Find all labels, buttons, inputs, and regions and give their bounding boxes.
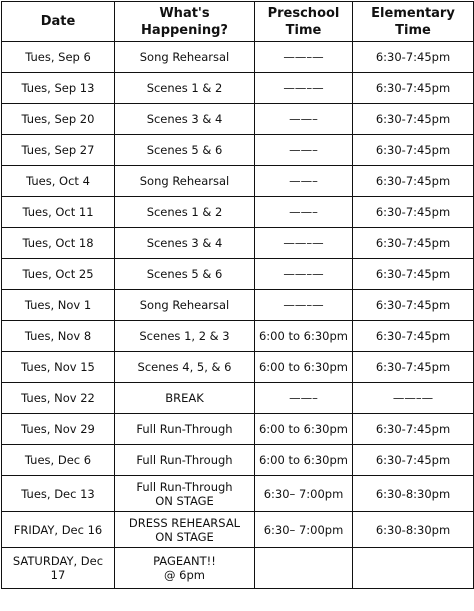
preschool-time-cell: ——– <box>255 166 353 197</box>
table-row <box>2 104 474 135</box>
activity-cell: Full Run-Through <box>115 445 255 476</box>
table-row <box>2 321 474 352</box>
date-cell: Tues, Nov 22 <box>2 383 115 414</box>
date-cell: Tues, Nov 8 <box>2 321 115 352</box>
header-row <box>2 2 474 42</box>
date-cell: Tues, Sep 20 <box>2 104 115 135</box>
schedule-table <box>1 1 474 589</box>
activity-cell: Full Run-Through ON STAGE <box>115 476 255 512</box>
table-row <box>2 512 474 548</box>
date-cell: Tues, Oct 25 <box>2 259 115 290</box>
table-row <box>2 42 474 73</box>
table-row <box>2 290 474 321</box>
header-date: Date <box>2 2 115 42</box>
preschool-time-cell: ——– <box>255 383 353 414</box>
preschool-time-cell: 6:30– 7:00pm <box>255 476 353 512</box>
table-row <box>2 166 474 197</box>
schedule-document <box>1 1 473 609</box>
table-row <box>2 445 474 476</box>
elementary-time-cell: 6:30-7:45pm <box>353 135 474 166</box>
date-cell: Tues, Nov 15 <box>2 352 115 383</box>
date-cell: Tues, Dec 6 <box>2 445 115 476</box>
elementary-time-cell: 6:30-7:45pm <box>353 197 474 228</box>
preschool-time-cell: ——–— <box>255 259 353 290</box>
preschool-time-cell: 6:00 to 6:30pm <box>255 414 353 445</box>
activity-cell: Song Rehearsal <box>115 290 255 321</box>
header-elementary-time-text: Elementary Time <box>371 5 455 38</box>
elementary-time-cell: 6:30-8:30pm <box>353 512 474 548</box>
preschool-time-cell: 6:00 to 6:30pm <box>255 321 353 352</box>
elementary-time-cell: 6:30-8:30pm <box>353 476 474 512</box>
activity-cell: Full Run-Through <box>115 414 255 445</box>
activity-cell: Scenes 1 & 2 <box>115 73 255 104</box>
preschool-time-cell <box>255 548 353 589</box>
header-preschool-time <box>255 2 353 42</box>
preschool-time-cell: 6:00 to 6:30pm <box>255 352 353 383</box>
date-cell: Tues, Sep 27 <box>2 135 115 166</box>
preschool-time-cell: ——– <box>255 104 353 135</box>
table-row <box>2 476 474 512</box>
elementary-time-cell: 6:30-7:45pm <box>353 73 474 104</box>
date-cell: Tues, Dec 13 <box>2 476 115 512</box>
elementary-time-cell: 6:30-7:45pm <box>353 445 474 476</box>
elementary-time-cell: 6:30-7:45pm <box>353 42 474 73</box>
table-row <box>2 548 474 589</box>
elementary-time-cell: 6:30-7:45pm <box>353 104 474 135</box>
elementary-time-cell: 6:30-7:45pm <box>353 259 474 290</box>
activity-cell: Scenes 4, 5, & 6 <box>115 352 255 383</box>
activity-cell: Scenes 5 & 6 <box>115 135 255 166</box>
elementary-time-cell: 6:30-7:45pm <box>353 321 474 352</box>
preschool-time-cell: 6:30– 7:00pm <box>255 512 353 548</box>
header-whats-happening-text: What's Happening? <box>141 5 228 38</box>
elementary-time-cell: 6:30-7:45pm <box>353 414 474 445</box>
activity-cell: Scenes 5 & 6 <box>115 259 255 290</box>
activity-cell: BREAK <box>115 383 255 414</box>
header-whats-happening <box>115 2 255 42</box>
header-elementary-time <box>353 2 474 42</box>
header-preschool-time-text: Preschool Time <box>267 5 340 38</box>
table-row <box>2 228 474 259</box>
date-cell: Tues, Oct 4 <box>2 166 115 197</box>
activity-cell: Scenes 3 & 4 <box>115 228 255 259</box>
activity-cell: Scenes 1, 2 & 3 <box>115 321 255 352</box>
preschool-time-cell: ——–— <box>255 42 353 73</box>
date-cell: Tues, Nov 1 <box>2 290 115 321</box>
date-cell: FRIDAY, Dec 16 <box>2 512 115 548</box>
elementary-time-cell <box>353 548 474 589</box>
table-row <box>2 135 474 166</box>
elementary-time-cell: 6:30-7:45pm <box>353 352 474 383</box>
elementary-time-cell: 6:30-7:45pm <box>353 166 474 197</box>
activity-cell: Scenes 3 & 4 <box>115 104 255 135</box>
activity-cell: Song Rehearsal <box>115 166 255 197</box>
preschool-time-cell: 6:00 to 6:30pm <box>255 445 353 476</box>
date-cell: SATURDAY, Dec 17 <box>2 548 115 589</box>
preschool-time-cell: ——–— <box>255 228 353 259</box>
table-row <box>2 352 474 383</box>
activity-cell: PAGEANT!! @ 6pm <box>115 548 255 589</box>
table-row <box>2 197 474 228</box>
table-row <box>2 73 474 104</box>
activity-cell: Scenes 1 & 2 <box>115 197 255 228</box>
elementary-time-cell: 6:30-7:45pm <box>353 290 474 321</box>
preschool-time-cell: ——–— <box>255 73 353 104</box>
date-cell: Tues, Nov 29 <box>2 414 115 445</box>
elementary-time-cell: 6:30-7:45pm <box>353 228 474 259</box>
table-row <box>2 414 474 445</box>
preschool-time-cell: ——– <box>255 197 353 228</box>
table-row <box>2 259 474 290</box>
date-cell: Tues, Sep 6 <box>2 42 115 73</box>
preschool-time-cell: ——– <box>255 135 353 166</box>
date-cell: Tues, Oct 18 <box>2 228 115 259</box>
preschool-time-cell: ——–— <box>255 290 353 321</box>
elementary-time-cell: ——–— <box>353 383 474 414</box>
activity-cell: DRESS REHEARSAL ON STAGE <box>115 512 255 548</box>
date-cell: Tues, Sep 13 <box>2 73 115 104</box>
activity-cell: Song Rehearsal <box>115 42 255 73</box>
date-cell: Tues, Oct 11 <box>2 197 115 228</box>
table-row <box>2 383 474 414</box>
